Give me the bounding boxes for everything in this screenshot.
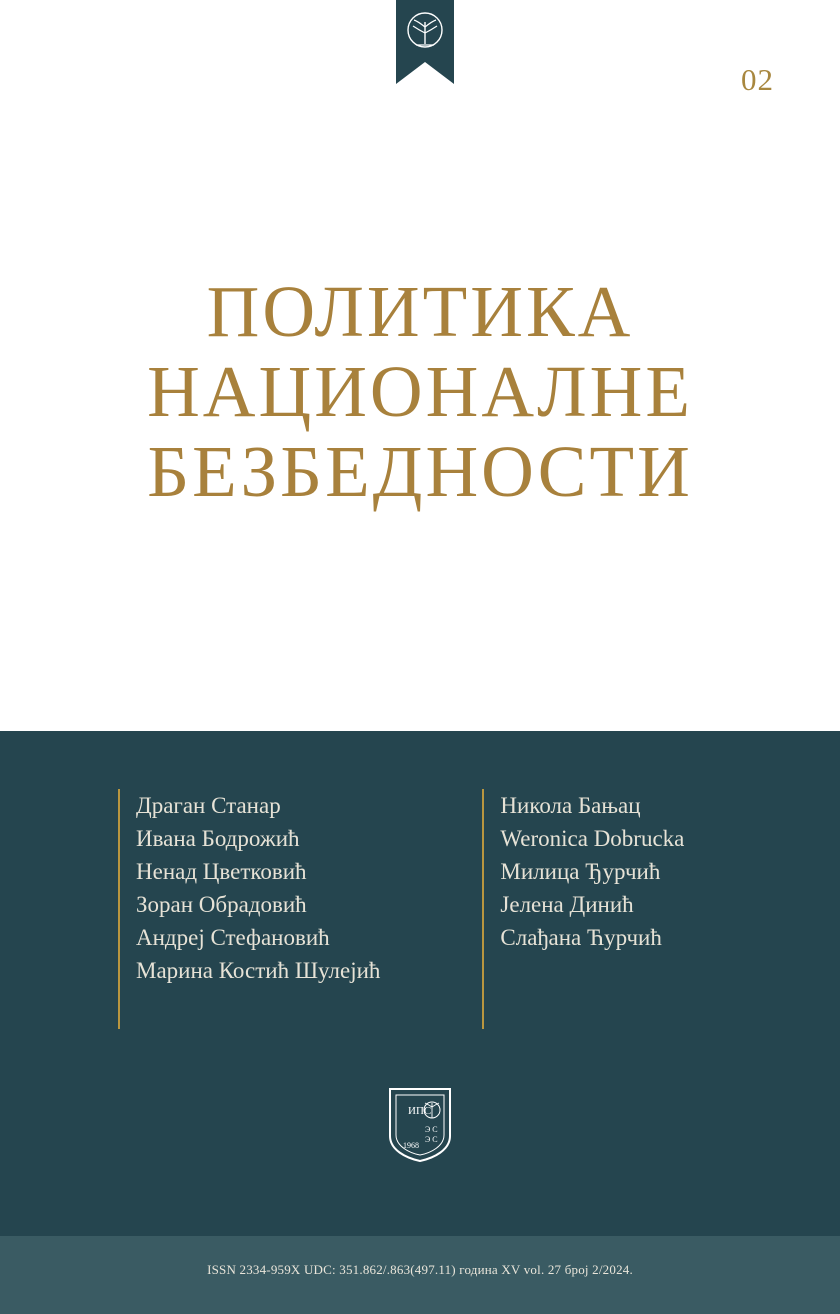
title-line-2: НАЦИОНАЛНЕ xyxy=(147,351,693,432)
list-item: Драган Станар xyxy=(136,793,281,818)
institute-shield-icon xyxy=(387,1086,453,1164)
issue-number: 02 xyxy=(741,62,774,97)
svg-text:Э С: Э С xyxy=(425,1135,438,1144)
footer-strip xyxy=(0,1236,840,1314)
title-line-3: БЕЗБЕДНОСТИ xyxy=(147,431,693,512)
title-line-1: ПОЛИТИКА xyxy=(206,271,634,352)
list-item: Зоран Обрадовић xyxy=(136,892,307,917)
authors-column-left xyxy=(118,789,380,1029)
svg-text:ИПС: ИПС xyxy=(408,1105,432,1117)
issn-line: ISSN 2334-959X UDC: 351.862/.863(497.11) година XV vol. 27 број 2/2024. xyxy=(207,1262,633,1277)
list-item: Weronica Dobrucka xyxy=(500,826,685,851)
list-item: Слађана Ћурчић xyxy=(500,925,662,950)
svg-text:1968: 1968 xyxy=(403,1141,419,1150)
authors-section xyxy=(0,731,840,1236)
list-item: Јелена Динић xyxy=(500,892,634,917)
list-item: Ивана Бодрожић xyxy=(136,826,300,851)
list-item: Ненад Цветковић xyxy=(136,859,307,884)
authors-columns xyxy=(118,789,684,1029)
page-title xyxy=(0,272,840,512)
list-item: Никола Бањац xyxy=(500,793,641,818)
authors-column-right xyxy=(482,789,684,1029)
list-item: Андреј Стефановић xyxy=(136,925,330,950)
publisher-bookmark-icon xyxy=(396,0,454,84)
svg-text:Э С: Э С xyxy=(425,1125,438,1134)
list-item: Марина Костић Шулејић xyxy=(136,958,381,983)
list-item: Милица Ђурчић xyxy=(500,859,661,884)
